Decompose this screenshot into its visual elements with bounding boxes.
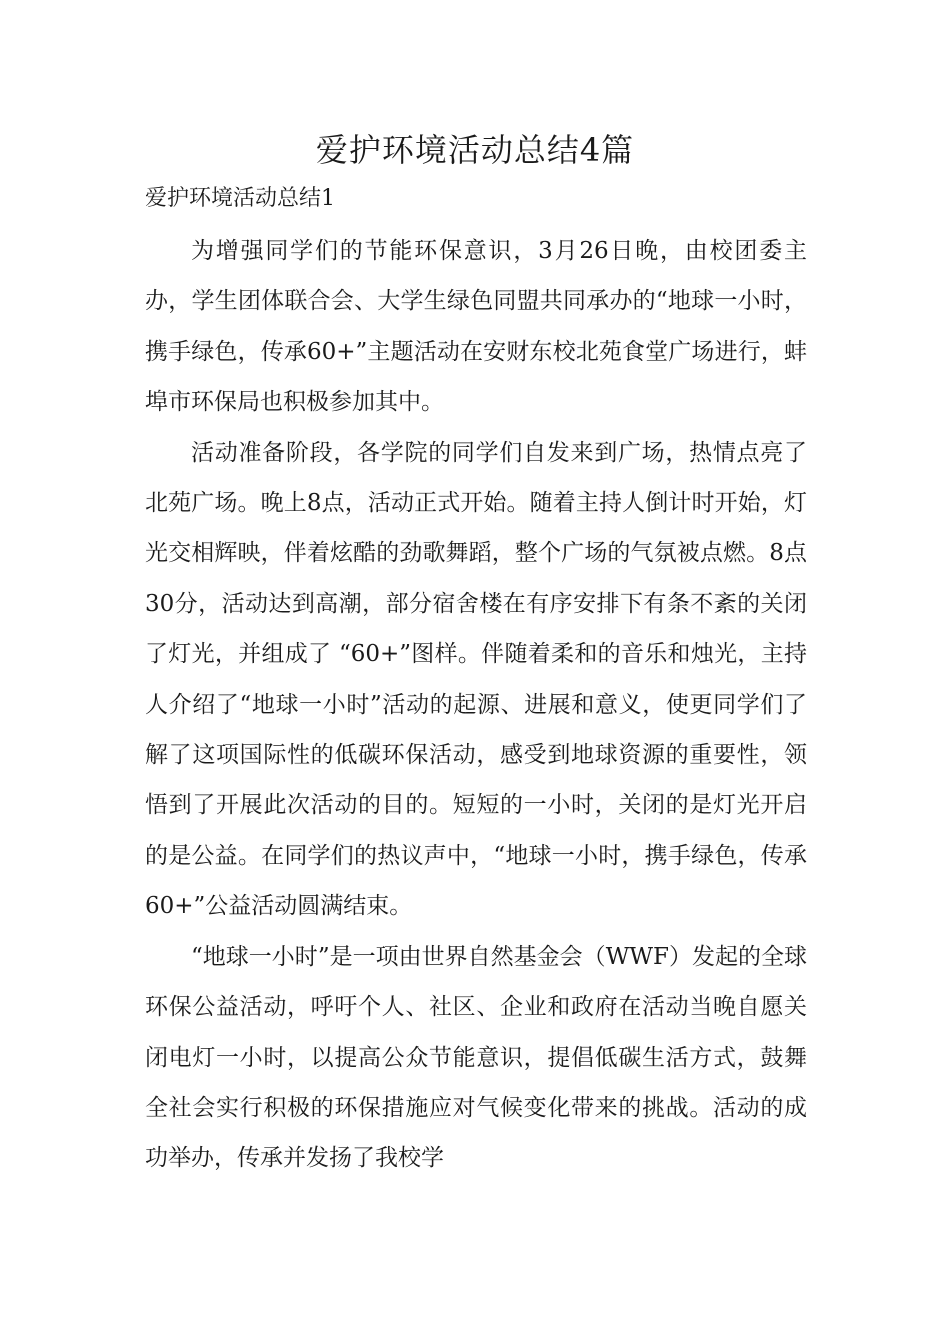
document-body	[145, 226, 807, 1184]
paragraph: 活动准备阶段，各学院的同学们自发来到广场，热情点亮了北苑广场。晚上8点，活动正式开始。随着主持人倒计时开始，灯光交相辉映，伴着炫酷的劲歌舞蹈，整个广场的气氛被点燃。8点30分，活动达到高潮，部分宿舍楼在有序安排下有条不紊的关闭了灯光，并组成了 “60+”图样。伴随着柔和的音乐和烛光，主持人介绍了“地球一小时”活动的起源、进展和意义，使更同学们了解了这项国际性的低碳环保活动，感受到地球资源的重要性，领悟到了开展此次活动的目的。短短的一小时，关闭的是灯光开启的是公益。在同学们的热议声中，“地球一小时，携手绿色，传承60+”公益活动圆满结束。	[145, 439, 807, 920]
section-heading: 爱护环境活动总结1	[145, 186, 335, 211]
paragraph: “地球一小时”是一项由世界自然基金会（WWF）发起的全球环保公益活动，呼吁个人、社区、企业和政府在活动当晚自愿关闭电灯一小时，以提高公众节能意识，提倡低碳生活方式，鼓舞全社会实行积极的环保措施应对气候变化带来的挑战。活动的成功举办，传承并发扬了我校学	[145, 943, 807, 1172]
document-title: 爱护环境活动总结4篇	[315, 131, 635, 169]
paragraph: 为增强同学们的节能环保意识，3月26日晚，由校团委主办，学生团体联合会、大学生绿色同盟共同承办的“地球一小时，携手绿色，传承60+”主题活动在安财东校北苑食堂广场进行，蚌埠市环保局也积极参加其中。	[145, 238, 807, 416]
